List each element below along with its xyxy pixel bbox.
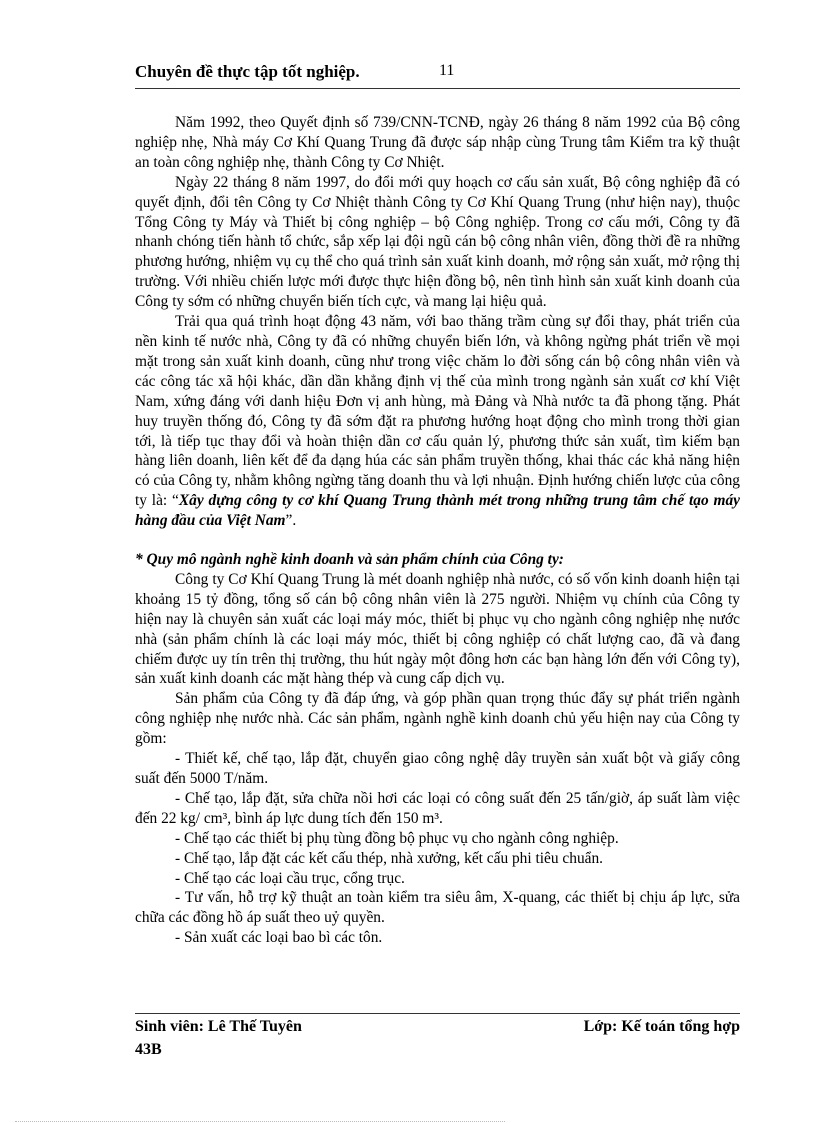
product-item: - Chế tạo, lắp đặt, sửa chữa nồi hơi các loại có công suất đến 25 tấn/giờ, áp suất làm việc đến 22 kg/ cm³, bình áp lực dung tích đến 150 m³. — [135, 789, 740, 827]
section-heading: * Quy mô ngành nghề kinh doanh và sản phẩm chính của Công ty: — [135, 551, 564, 569]
product-item: - Thiết kế, chế tạo, lắp đặt, chuyển giao công nghệ dây truyền sản xuất bột và giấy công suất đến 5000 T/năm. — [135, 750, 740, 787]
product-item: - Chế tạo các loại cầu trục, cổng trục. — [175, 869, 405, 887]
paragraph: Công ty Cơ Khí Quang Trung là mét doanh nghiệp nhà nước, có số vốn kinh doanh hiện tại khoảng 15 tỷ đồng, tổng số cán bộ công nhân viên là 275 người. Nhiệm vụ chính của Công ty hiện nay là chuyên sản xuất các loại máy móc, thiết bị phục vụ cho ngành công nghiệp nhẹ nước nhà (sản phẩm chính là các loại máy móc, thiết bị công nghiệp có chất lượng cao, đã và đang chiếm được uy tín trên thị trường, thu hút ngày một đông hơn các bạn hàng lớn đến với Công ty), sản xuất kinh doanh các mặt hàng thép và cung cấp dịch vụ. — [135, 570, 740, 688]
page-header — [135, 62, 740, 89]
quote-close: ”. — [285, 512, 297, 530]
footer-student: Sinh viên: Lê Thế Tuyên — [135, 1018, 302, 1035]
paragraph-text: Trải qua quá trình hoạt động 43 năm, với bao thăng trầm cùng sự đổi thay, phát triển của nền kinh tế nước nhà, Công ty đã có những chuyển biến lớn, và không ngừng phát triển về mọi mặt trong sản xuất kinh doanh, cũng như trong việc chăm lo đời sống cán bộ công nhân viên và các công tác xã hội khác, dần dần khẳng định vị thế của mình trong ngành sản xuất cơ khí Việt Nam, xứng đáng với danh hiệu Đơn vị anh hùng, mà Đảng và Nhà nước ta đã phong tặng. Phát huy truyền thống đó, Công ty đã sớm đặt ra phương hướng hoạt động cho mình trong thời gian tới, là tiếp tục thay đổi và hoàn thiện dần cơ cấu quản lý, phương thức sản xuất, tìm kiếm bạn hàng liên doanh, liên kết để đa dạng húa các sản phẩm truyền thống, khai thác các khả năng hiện có của Công ty, nhằm không ngừng tăng doanh thu và lợi nhuận. Định hướng chiến lược của công ty là: “ — [135, 313, 740, 510]
product-item: - Chế tạo, lắp đặt các kết cấu thép, nhà xưởng, kết cấu phi tiêu chuẩn. — [175, 849, 604, 867]
paragraph: Sản phẩm của Công ty đã đáp ứng, và góp phần quan trọng thúc đẩy sự phát triển ngành công nghiệp nhẹ nước nhà. Các sản phẩm, ngành nghề kinh doanh chủ yếu hiện nay của Công ty gồm: — [135, 690, 740, 748]
paragraph: Năm 1992, theo Quyết định số 739/CNN-TCNĐ, ngày 26 tháng 8 năm 1992 của Bộ công nghiệp nhẹ, Nhà máy Cơ Khí Quang Trung đã được sáp nhập cùng Trung tâm Kiểm tra kỹ thuật an toàn công nghiệp nhẹ, thành Công ty Cơ Nhiệt. — [135, 114, 740, 171]
footer-class-continued: 43B — [135, 1041, 162, 1058]
page-footer — [135, 1013, 740, 1061]
paragraph — [135, 312, 740, 531]
page-bottom-divider — [15, 1121, 505, 1122]
header-title: Chuyên đề thực tập tốt nghiệp. — [135, 62, 360, 81]
product-item: - Sản xuất các loại bao bì các tôn. — [175, 929, 383, 947]
strategy-quote: Xây dựng công ty cơ khí Quang Trung thành mét trong những trung tâm chế tạo máy hàng đầu của Việt Nam — [135, 492, 740, 530]
product-item: - Tư vấn, hỗ trợ kỹ thuật an toàn kiểm tra siêu âm, X-quang, các thiết bị chịu áp lực, sửa chữa các đồng hồ áp suất theo uỷ quyền. — [135, 889, 740, 927]
paragraph: Ngày 22 tháng 8 năm 1997, do đổi mới quy hoạch cơ cấu sản xuất, Bộ công nghiệp đã có quyết định, đổi tên Công ty Cơ Nhiệt thành Công ty Cơ Khí Quang Trung (như hiện nay), thuộc Tổng Công ty Máy và Thiết bị công nghiệp – bộ Công nghiệp. Trong cơ cấu mới, Công ty đã nhanh chóng tiến hành tổ chức, sắp xếp lại đội ngũ cán bộ công nhân viên, đồng thời đề ra những phương hướng, nhiệm vụ cụ thể cho quá trình sản xuất kinh doanh, mở rộng sản xuất, mở rộng thị trường. Với nhiều chiến lược mới được thực hiện đồng bộ, nên tình hình sản xuất kinh doanh của Công ty sớm có những chuyển biến tích cực, và mang lại hiệu quả. — [135, 173, 740, 311]
footer-class: Lớp: Kế toán tổng hợp — [583, 1018, 740, 1035]
document-body — [135, 113, 740, 948]
product-item: - Chế tạo các thiết bị phụ tùng đồng bộ phục vụ cho ngành công nghiệp. — [175, 829, 619, 847]
page-number: 11 — [439, 62, 455, 79]
